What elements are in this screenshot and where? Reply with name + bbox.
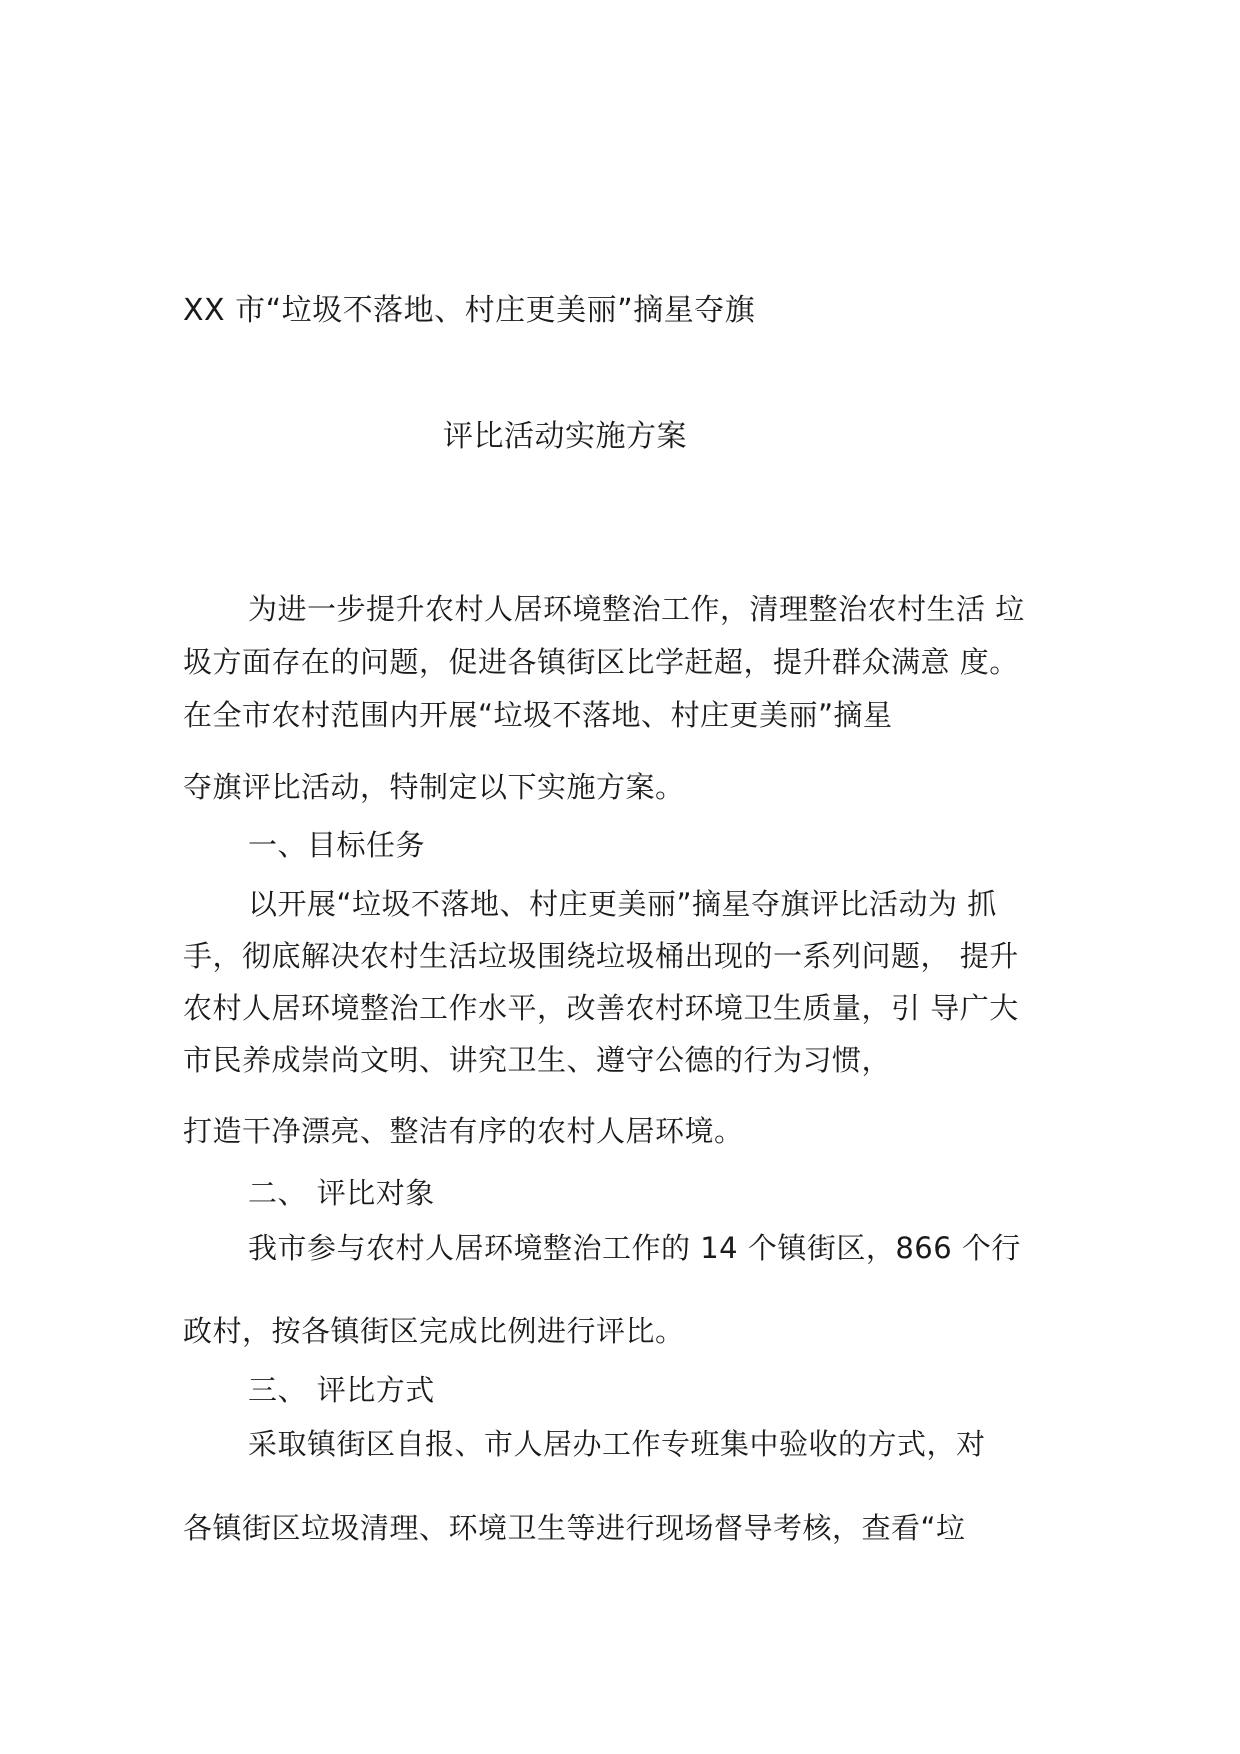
body-line: 在全市农村范围内开展“垃圾不落地、村庄更美丽”摘星	[183, 698, 893, 732]
body-line: 夺旗评比活动，特制定以下实施方案。	[183, 770, 685, 804]
section-heading: 二、 评比对象	[248, 1176, 435, 1210]
document-title-line-1: XX 市“垃圾不落地、村庄更美丽”摘星夺旗	[183, 293, 756, 328]
body-line: 采取镇街区自报、市人居办工作专班集中验收的方式，对	[248, 1427, 986, 1461]
body-line: 为进一步提升农村人居环境整治工作，清理整治农村生活 垃	[248, 592, 1025, 626]
body-line: 政村，按各镇街区完成比例进行评比。	[183, 1314, 685, 1348]
body-line: 我市参与农村人居环境整治工作的 14 个镇街区，866 个行	[248, 1231, 1021, 1265]
document-title-line-2: 评比活动实施方案	[443, 419, 687, 454]
section-heading: 三、 评比方式	[248, 1373, 435, 1407]
body-line: 圾方面存在的问题，促进各镇街区比学赶超，提升群众满意 度。	[183, 645, 1019, 679]
body-line: 打造干净漂亮、整洁有序的农村人居环境。	[183, 1114, 744, 1148]
body-line: 市民养成崇尚文明、讲究卫生、遵守公德的行为习惯，	[183, 1043, 892, 1077]
body-line: 农村人居环境整治工作水平，改善农村环境卫生质量，引 导广大	[183, 991, 1019, 1025]
body-line: 手，彻底解决农村生活垃圾围绕垃圾桶出现的一系列问题， 提升	[183, 939, 1019, 973]
section-heading: 一、目标任务	[248, 828, 426, 862]
body-line: 各镇街区垃圾清理、环境卫生等进行现场督导考核，查看“垃	[183, 1511, 966, 1545]
body-line: 以开展“垃圾不落地、村庄更美丽”摘星夺旗评比活动为 抓	[248, 887, 997, 921]
